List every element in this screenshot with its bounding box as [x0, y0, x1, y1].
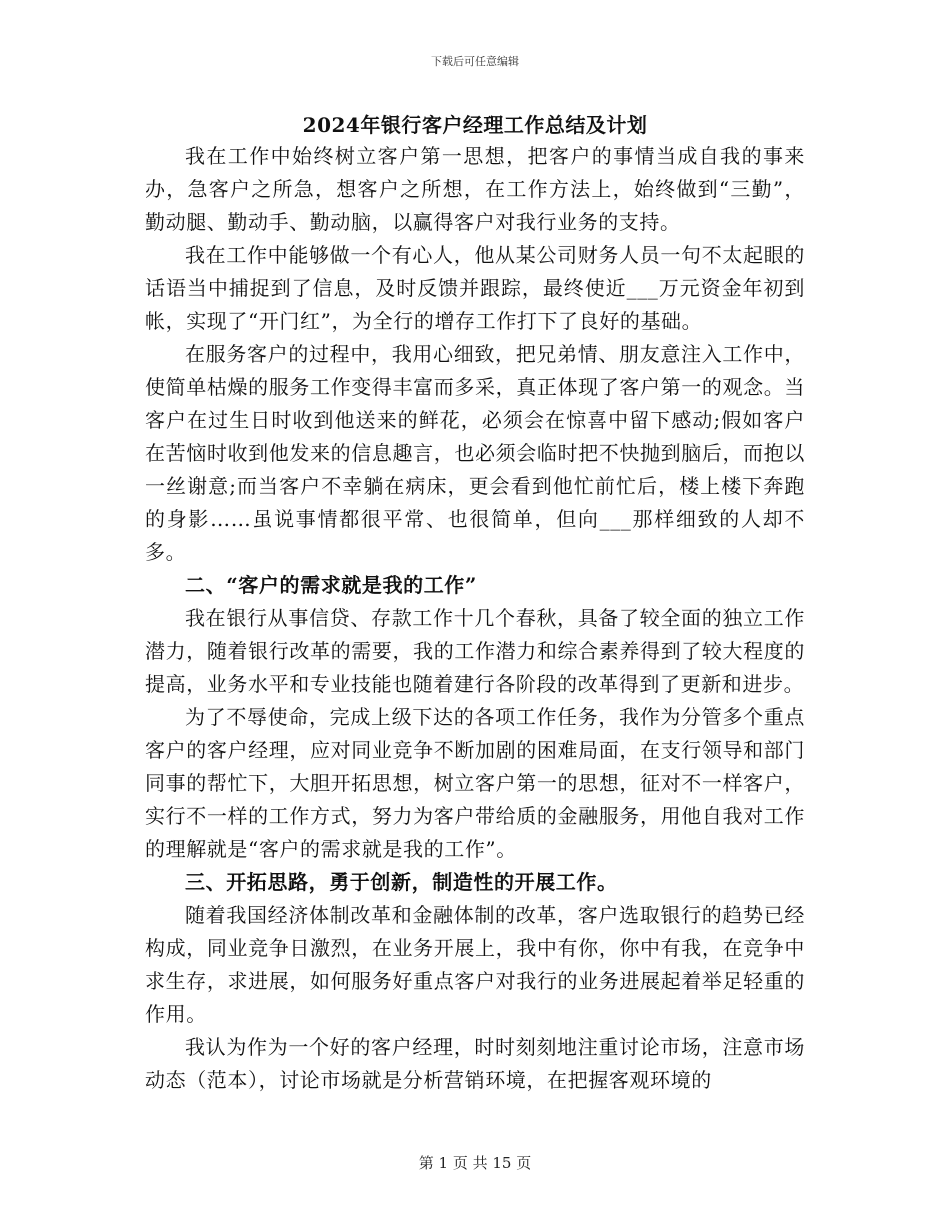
paragraph: 为了不辱使命，完成上级下达的各项工作任务，我作为分管多个重点客户的客户经理，应对同业竞争不断加剧的困难局面，在支行领导和部门同事的帮忙下，大胆开拓思想，树立客户第一的思想，征对不一样客户，实行不一样的工作方式，努力为客户带给质的金融服务，用他自我对工作的理解就是“客户的需求就是我的工作”。	[145, 705, 805, 861]
page-number-footer: 第 1 页 共 15 页	[418, 1154, 532, 1172]
paragraph: 随着我国经济体制改革和金融体制的改革，客户选取银行的趋势已经构成，同业竞争日激烈，在业务开展上，我中有你，你中有我，在竞争中求生存，求进展，如何服务好重点客户对我行的业务进展起着举足轻重的作用。	[145, 903, 805, 1026]
paragraph: 我认为作为一个好的客户经理，时时刻刻地注重讨论市场，注意市场动态（范本），讨论市场就是分析营销环境，在把握客观环境的	[145, 1035, 805, 1092]
section-heading-3: 三、开拓思路，勇于创新，制造性的开展工作。	[185, 870, 618, 894]
paragraph: 我在银行从事信贷、存款工作十几个春秋，具备了较全面的独立工作潜力，随着银行改革的需要，我的工作潜力和综合素养得到了较大程度的提高，业务水平和专业技能也随着建行各阶段的改革得到了更新和进步。	[145, 606, 805, 696]
header-note: 下载后可任意编辑	[431, 55, 519, 68]
paragraph: 我在工作中始终树立客户第一思想，把客户的事情当成自我的事来办，急客户之所急，想客户之所想，在工作方法上，始终做到“三勤”，勤动腿、勤动手、勤动脑，以赢得客户对我行业务的支持。	[145, 144, 805, 234]
document-body	[145, 140, 805, 1097]
paragraph: 我在工作中能够做一个有心人，他从某公司财务人员一句不太起眼的话语当中捕捉到了信息，及时反馈并跟踪，最终使近___万元资金年初到帐，实现了“开门红”，为全行的增存工作打下了良好的基础。	[145, 243, 805, 333]
section-heading-2: 二、“客户的需求就是我的工作”	[185, 573, 478, 597]
document-title: 2024年银行客户经理工作总结及计划	[302, 113, 648, 137]
paragraph: 在服务客户的过程中，我用心细致，把兄弟情、朋友意注入工作中，使简单枯燥的服务工作变得丰富而多采，真正体现了客户第一的观念。当客户在过生日时收到他送来的鲜花，必须会在惊喜中留下感动;假如客户在苦恼时收到他发来的信息趣言，也必须会临时把不快抛到脑后，而抱以一丝谢意;而当客户不幸躺在病床，更会看到他忙前忙后，楼上楼下奔跑的身影……虽说事情都很平常、也很简单，但向___那样细致的人却不多。	[145, 342, 805, 564]
